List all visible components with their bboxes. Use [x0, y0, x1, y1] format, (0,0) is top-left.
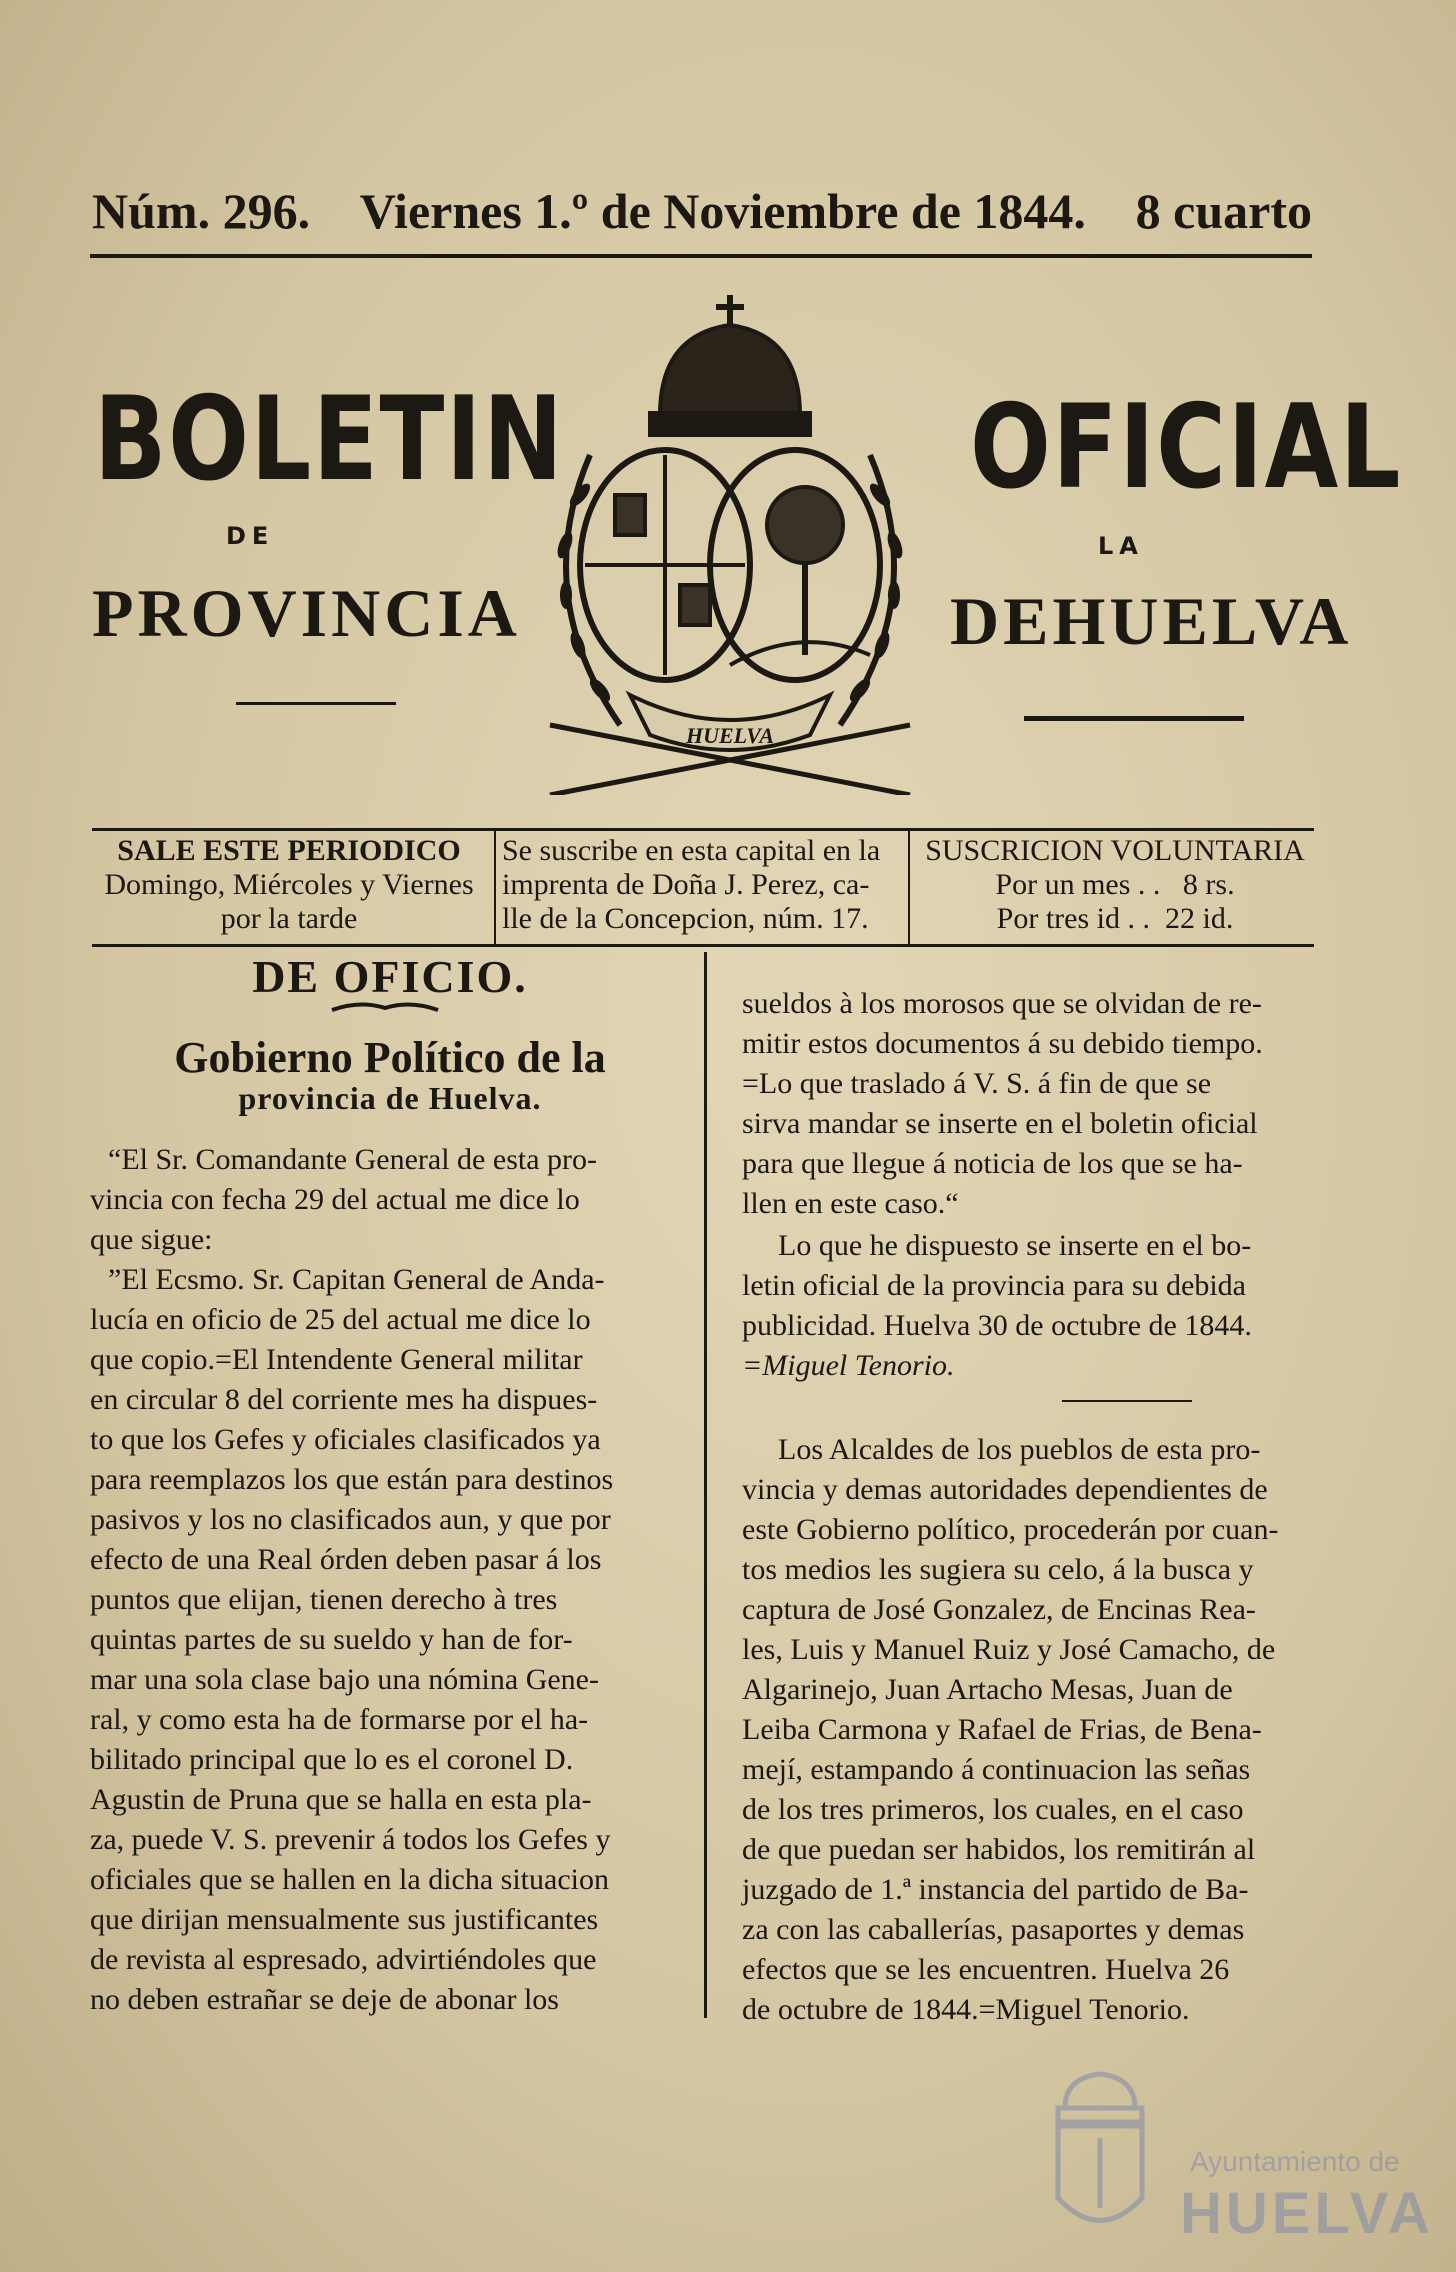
left-line: “El Sr. Comandante General de esta pro-: [108, 1143, 597, 1176]
right-line: za con las caballerías, pasaportes y demas: [742, 1913, 1245, 1946]
right-line: =Miguel Tenorio.: [742, 1349, 955, 1382]
masthead-de: DE: [226, 522, 275, 550]
right-line: llen en este caso.“: [742, 1187, 959, 1220]
issue-price: 8 cuarto: [1135, 183, 1312, 239]
left-line: puntos que elijan, tienen derecho à tres: [90, 1583, 558, 1616]
left-line: lucía en oficio de 25 del actual me dice lo: [90, 1303, 591, 1336]
masthead-boletin: BOLETIN: [94, 372, 565, 507]
info-bottom-rule: [92, 944, 1314, 947]
right-line: captura de José Gonzalez, de Encinas Rea-: [742, 1593, 1256, 1626]
masthead-la: LA: [1098, 532, 1144, 560]
masthead-oficial: OFICIAL: [970, 380, 1403, 515]
right-line: vincia y demas autoridades dependientes de: [742, 1473, 1268, 1506]
left-line: ral, y como esta ha de formarse por el ha-: [90, 1703, 589, 1736]
subscription-price-box: [910, 832, 1320, 940]
left-line: bilitado principal que lo es el coronel D.: [90, 1743, 574, 1776]
left-line: no deben estrañar se deje de abonar los: [90, 1983, 559, 2016]
header-rule: [90, 254, 1312, 258]
right-line: les, Luis y Manuel Ruiz y José Camacho, de: [742, 1633, 1276, 1666]
right-line: letin oficial de la provincia para su debida: [742, 1269, 1246, 1302]
section-de-oficio: DE OFICIO.: [252, 951, 528, 1002]
schedule-title: SALE ESTE PERIODICO: [117, 834, 461, 867]
right-line: mitir estos documentos á su debido tiempo.: [742, 1027, 1263, 1060]
right-line: Algarinejo, Juan Artacho Mesas, Juan de: [742, 1673, 1233, 1706]
right-line: Los Alcaldes de los pueblos de esta pro-: [778, 1433, 1261, 1466]
right-line: tos medios les sugiera su celo, á la busca y: [742, 1553, 1254, 1586]
left-line: que dirijan mensualmente sus justificantes: [90, 1903, 599, 1936]
masthead-left-rule: [236, 702, 396, 705]
issue-date: Viernes 1.º de Noviembre de 1844.: [359, 183, 1086, 239]
subscription-place-line-3: lle de la Concepcion, núm. 17.: [502, 902, 869, 935]
watermark-line-1: Ayuntamiento de: [1190, 2146, 1400, 2177]
left-line: za, puede V. S. prevenir á todos los Gefes y: [90, 1823, 611, 1856]
left-line: Agustin de Pruna que se halla en esta pla-: [90, 1783, 592, 1816]
schedule-days: Domingo, Miércoles y Viernes: [104, 868, 474, 901]
article-separator: [1062, 1400, 1192, 1402]
schedule-box: [84, 832, 494, 940]
column-divider: [704, 952, 707, 2018]
left-line: de revista al espresado, advirtiéndoles que: [90, 1943, 597, 1976]
right-line: sirva mandar se inserte en el boletin oficial: [742, 1107, 1258, 1140]
flourish-ornament-icon: [330, 1000, 440, 1014]
left-line: ”El Ecsmo. Sr. Capitan General de Anda-: [108, 1263, 605, 1296]
right-line: juzgado de 1.ª instancia del partido de Ba-: [742, 1873, 1249, 1906]
left-line: quintas partes de su sueldo y han de for-: [90, 1623, 573, 1656]
left-line: vincia con fecha 29 del actual me dice lo: [90, 1183, 580, 1216]
right-line: =Lo que traslado á V. S. á fin de que se: [742, 1067, 1212, 1100]
right-line: de los tres primeros, los cuales, en el caso: [742, 1793, 1244, 1826]
right-line: este Gobierno político, procederán por cuan-: [742, 1513, 1279, 1546]
right-column-dispuesto: [742, 1226, 1322, 1386]
info-top-rule: [92, 828, 1314, 831]
watermark-line-2: HUELVA: [1180, 2181, 1434, 2246]
left-line: para reemplazos los que están para destinos: [90, 1463, 614, 1496]
masthead-right-rule: [1024, 716, 1244, 721]
gobierno-heading: Gobierno Político de la: [174, 1033, 606, 1082]
schedule-time: por la tarde: [220, 902, 358, 935]
left-line: que sigue:: [90, 1223, 213, 1256]
left-line: efecto de una Real órden deben pasar á los: [90, 1543, 602, 1576]
left-line: pasivos y los no clasificados aun, y que por: [90, 1503, 611, 1536]
right-line: de que puedan ser habidos, los remitirán al: [742, 1833, 1256, 1866]
left-line: en circular 8 del corriente mes ha dispues-: [90, 1383, 598, 1416]
subscription-place-line-1: Se suscribe en esta capital en la: [502, 834, 881, 867]
right-column-alcaldes: [742, 1430, 1322, 2030]
right-line: Lo que he dispuesto se inserte en el bo-: [778, 1229, 1252, 1262]
issue-header: [92, 182, 1312, 240]
right-line: mejí, estampando á continuacion las señas: [742, 1753, 1251, 1786]
subscription-place-box: [498, 832, 908, 940]
issue-number: Núm. 296.: [92, 183, 311, 239]
ayuntamiento-watermark: [1040, 2068, 1434, 2248]
gobierno-subheading: provincia de Huelva.: [238, 1080, 542, 1116]
price-three-months: Por tres id . . 22 id.: [996, 902, 1234, 935]
right-line: de octubre de 1844.=Miguel Tenorio.: [742, 1993, 1190, 2026]
provincial-crest-icon: [510, 295, 950, 795]
masthead-dehuelva: DEHUELVA: [950, 583, 1353, 659]
left-line: oficiales que se hallen en la dicha situacion: [90, 1863, 609, 1896]
right-column-continuation: [742, 984, 1322, 1224]
right-line: publicidad. Huelva 30 de octubre de 1844.: [742, 1309, 1252, 1342]
right-line: efectos que se les encuentren. Huelva 26: [742, 1953, 1230, 1986]
left-line: to que los Gefes y oficiales clasificados ya: [90, 1423, 601, 1456]
left-line: mar una sola clase bajo una nómina Gene-: [90, 1663, 599, 1696]
info-divider-1: [494, 830, 496, 944]
masthead-provincia: PROVINCIA: [92, 575, 521, 651]
right-line: sueldos à los morosos que se olvidan de re-: [742, 987, 1262, 1020]
subscription-place-line-2: imprenta de Doña J. Perez, ca-: [502, 868, 870, 901]
huelva-shield-icon: [1040, 2068, 1160, 2248]
subscription-title: SUSCRICION VOLUNTARIA: [925, 834, 1305, 867]
left-line: que copio.=El Intendente General militar: [90, 1343, 583, 1376]
crest-ribbon-text: HUELVA: [685, 723, 775, 748]
left-column-text: [90, 1140, 670, 2020]
right-line: para que llegue á noticia de los que se ha-: [742, 1147, 1243, 1180]
price-month: Por un mes . . 8 rs.: [995, 868, 1235, 901]
right-line: Leiba Carmona y Rafael de Frias, de Bena-: [742, 1713, 1262, 1746]
